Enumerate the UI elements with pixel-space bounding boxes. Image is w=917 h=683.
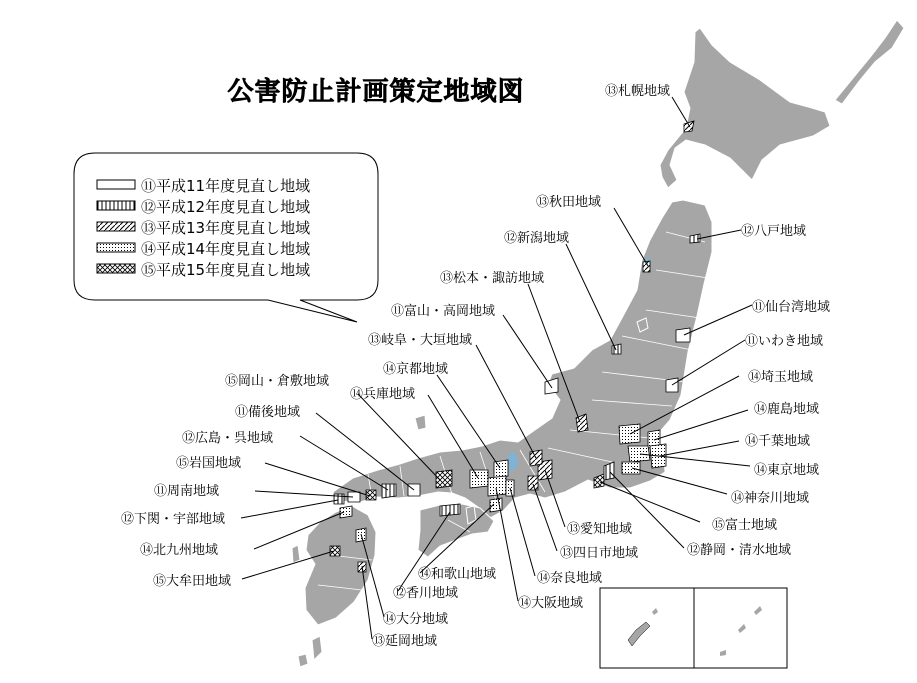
label-hachinohe: ⑫八戸地域 bbox=[741, 224, 807, 239]
label-wakayama: ⑭和歌山地域 bbox=[418, 567, 497, 582]
area-tokyo bbox=[628, 446, 650, 462]
island-honshu bbox=[333, 200, 712, 518]
label-gifu: ⑬岐阜・大垣地域 bbox=[368, 333, 473, 348]
label-oita: ⑭大分地域 bbox=[383, 612, 449, 627]
legend-label: ⑮平成15年度見直し地域 bbox=[141, 261, 311, 279]
island-hokkaido bbox=[660, 28, 830, 188]
label-kanagawa: ⑭神奈川地域 bbox=[731, 491, 810, 506]
label-iwaki: ⑪いわき地域 bbox=[745, 334, 824, 349]
label-iwakuni: ⑮岩国地域 bbox=[176, 456, 242, 471]
island-goto bbox=[292, 545, 300, 563]
legend-swatch-plain bbox=[97, 180, 135, 189]
island-yakushima bbox=[298, 654, 308, 667]
label-kitakyushu: ⑭北九州地域 bbox=[140, 543, 219, 558]
label-chiba: ⑭千葉地域 bbox=[745, 434, 811, 449]
legend-label: ⑫平成12年度見直し地域 bbox=[141, 198, 311, 216]
label-osaka: ⑭大阪地域 bbox=[518, 596, 584, 611]
label-hyogo: ⑭兵庫地域 bbox=[350, 387, 416, 402]
legend-label: ⑬平成13年度見直し地域 bbox=[141, 219, 311, 237]
label-shimonoseki: ⑫下関・宇部地域 bbox=[121, 512, 226, 527]
label-saitama: ⑭埼玉地域 bbox=[748, 370, 814, 385]
map-title: 公害防止計画策定地域図 bbox=[227, 77, 525, 107]
legend-swatch-vertical bbox=[97, 201, 135, 210]
legend-box bbox=[74, 153, 378, 322]
island-kurils bbox=[835, 20, 904, 104]
label-yokkaichi: ⑬四日市地域 bbox=[560, 546, 639, 561]
label-akita: ⑬秋田地域 bbox=[536, 195, 602, 210]
label-hiroshima: ⑫広島・呉地域 bbox=[182, 431, 274, 446]
area-hyogo bbox=[470, 470, 488, 488]
legend-label: ⑪平成11年度見直し地域 bbox=[141, 177, 311, 195]
label-sendai: ⑪仙台湾地域 bbox=[752, 300, 831, 315]
label-matsumoto: ⑬松本・諏訪地域 bbox=[440, 271, 545, 286]
area-sapporo bbox=[684, 121, 694, 132]
area-kanagawa bbox=[622, 462, 640, 474]
area-kagawa bbox=[440, 504, 460, 516]
label-kyoto: ⑭京都地域 bbox=[383, 362, 449, 377]
label-omuta: ⑮大牟田地域 bbox=[153, 574, 232, 589]
label-nara: ⑭奈良地域 bbox=[537, 571, 603, 586]
label-shizuoka: ⑫静岡・清水地域 bbox=[687, 543, 792, 558]
label-fuji: ⑮富士地域 bbox=[712, 518, 778, 533]
area-hiroshima bbox=[382, 484, 396, 498]
legend-label: ⑭平成14年度見直し地域 bbox=[141, 240, 311, 258]
label-sapporo: ⑬札幌地域 bbox=[605, 84, 671, 99]
label-shunan: ⑪周南地域 bbox=[154, 484, 220, 499]
inset-map bbox=[600, 588, 787, 668]
label-nobeoka: ⑬延岡地域 bbox=[372, 634, 438, 649]
island-tanegashima bbox=[312, 636, 322, 660]
island-awaji bbox=[466, 506, 476, 524]
legend-swatch-crosshatch bbox=[97, 264, 135, 273]
label-toyama: ⑪富山・高岡地域 bbox=[391, 304, 496, 319]
label-kashima: ⑭鹿島地域 bbox=[754, 402, 820, 417]
label-tokyo: ⑭東京地域 bbox=[754, 463, 820, 478]
legend-swatch-dots bbox=[97, 243, 135, 252]
area-yokkaichi bbox=[528, 476, 538, 490]
island-oki bbox=[415, 415, 426, 430]
legend-swatch-diagonal bbox=[97, 222, 135, 231]
area-sendai bbox=[676, 328, 690, 342]
area-kitakyushu bbox=[340, 506, 352, 518]
area-omuta bbox=[330, 546, 340, 556]
label-niigata: ⑫新潟地域 bbox=[504, 231, 570, 246]
label-bingo: ⑪備後地域 bbox=[235, 405, 301, 420]
label-okayama: ⑮岡山・倉敷地域 bbox=[225, 374, 330, 389]
label-aichi: ⑬愛知地域 bbox=[567, 522, 633, 537]
area-saitama bbox=[619, 424, 640, 444]
label-kagawa: ⑫香川地域 bbox=[393, 586, 459, 601]
